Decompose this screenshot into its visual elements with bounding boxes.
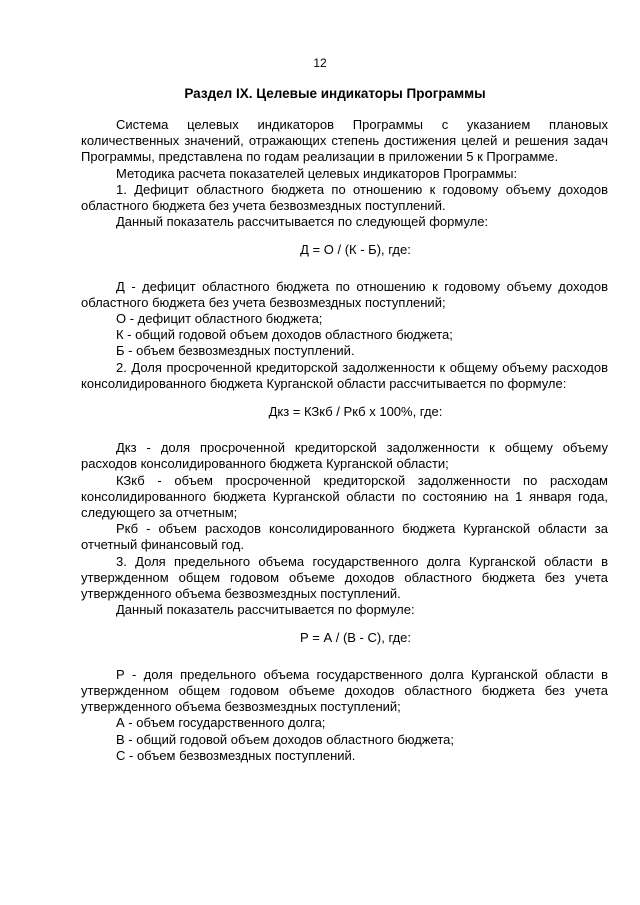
definition-s: С - объем безвозмездных поступлений.: [116, 747, 356, 763]
paragraph-indicator-2: 2. Доля просроченной кредиторской задолженности к общему объему расходов консолидированного бюджета Курганской области рассчитывается по формуле:: [81, 359, 608, 391]
paragraph-formula-intro-3: Данный показатель рассчитывается по формуле:: [116, 602, 415, 618]
formula-3: Р = А / (В - С), где:: [299, 630, 412, 646]
paragraph-formula-intro-1: Данный показатель рассчитывается по следующей формуле:: [116, 214, 489, 230]
definition-v: В - общий годовой объем доходов областного бюджета;: [116, 731, 454, 747]
definition-a: А - объем государственного долга;: [116, 715, 326, 731]
definition-k: К - общий годовой объем доходов областного бюджета;: [116, 327, 453, 343]
definition-r: Р - доля предельного объема государственного долга Курганской области в утвержденном общем годовом объеме доходов областного бюджета без учета утвержденного объема безвозмездных поступлений;: [81, 666, 608, 715]
definition-rkb: Ркб - объем расходов консолидированного бюджета Курганской области за отчетный финансовый год.: [81, 521, 608, 553]
section-title: Раздел IX. Целевые индикаторы Программы: [184, 86, 486, 101]
document-body: [81, 117, 608, 764]
definition-o: О - дефицит областного бюджета;: [116, 311, 323, 327]
definition-kzkb: КЗкб - объем просроченной кредиторской задолженности по расходам консолидированного бюджета Курганской области по состоянию на 1 января года, следующего за отчетным;: [81, 472, 608, 521]
page-number: 12: [313, 56, 327, 70]
formula-2: Дкз = КЗкб / Ркб х 100%, где:: [268, 404, 443, 420]
paragraph-indicator-3: 3. Доля предельного объема государственного долга Курганской области в утвержденном общем годовом объеме доходов областного бюджета без учета утвержденного объема безвозмездных поступлений.: [81, 553, 608, 602]
paragraph-methodology: Методика расчета показателей целевых индикаторов Программы:: [116, 165, 518, 181]
definition-b: Б - объем безвозмездных поступлений.: [116, 343, 355, 359]
paragraph-indicator-1: 1. Дефицит областного бюджета по отношению к годовому объему доходов областного бюджета без учета безвозмездных поступлений.: [81, 181, 608, 214]
definition-dkz: Дкз - доля просроченной кредиторской задолженности к общему объему расходов консолидированного бюджета Курганской области;: [81, 440, 608, 472]
definition-d: Д - дефицит областного бюджета по отношению к годовому объему доходов областного бюджета без учета безвозмездных поступлений;: [81, 278, 608, 310]
paragraph-indicator-system: Система целевых индикаторов Программы с указанием плановых количественных значений, отражающих степень достижения целей и решения задач Программы, представлена по годам реализации в приложении 5 к Программе.: [81, 117, 608, 165]
formula-1: Д = О / (К - Б), где:: [300, 242, 411, 258]
